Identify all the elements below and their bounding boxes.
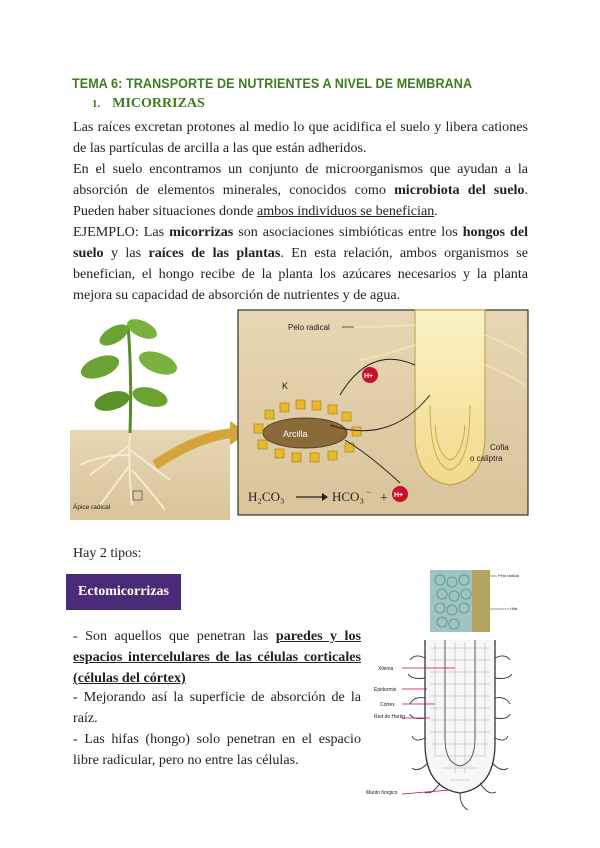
- equation-right: HCO₃: [332, 489, 364, 504]
- bold-term: hongos del suelo: [73, 224, 529, 261]
- paragraph-protones: [73, 117, 528, 159]
- root-section-diagram: [360, 568, 535, 813]
- fungal-mantle-band: [472, 570, 490, 632]
- inset-label-1: Pelo radical: [498, 573, 519, 578]
- list-text: - Son aquellos que penetran las: [73, 628, 276, 644]
- list-item: [73, 687, 361, 729]
- label-k: K: [282, 381, 289, 391]
- label-h-bottom: H+: [394, 492, 404, 499]
- underlined-term: ambos individuos se benefician: [256, 203, 435, 219]
- inset-label-2: Hifa: [510, 606, 518, 611]
- root-outline: [425, 640, 495, 793]
- list-text: - Las hifas (hongo) solo penetran en el espacio libre radicular, pero no entre las células.: [73, 731, 361, 768]
- root-soil-illustration: [70, 305, 530, 523]
- paragraph-text: . Pueden haber situaciones donde: [73, 182, 528, 219]
- paragraph-text: y las: [103, 245, 149, 261]
- label-red-hartig: Red de Hartig: [374, 714, 405, 720]
- document-title: TEMA 6: TRANSPORTE DE NUTRIENTES A NIVEL DE MEMBRANA: [72, 76, 473, 91]
- equation-charge: −: [366, 487, 372, 497]
- paragraph-text: son asociaciones simbióticas entre los: [233, 224, 463, 240]
- paragraph-text: EJEMPLO: Las: [73, 224, 170, 240]
- label-caliptra: o caliptra: [470, 454, 503, 463]
- label-pelo: Pelo radical: [288, 323, 330, 332]
- underlined-term: paredes y los espacios intercelulares de las células corticales (células del córtex): [73, 628, 361, 686]
- label-cortex: Córtex: [380, 702, 395, 708]
- paragraph-text: En el suelo encontramos un conjunto de microorganismos que ayudan a la absorción de elementos minerales, conocidos como: [73, 161, 528, 198]
- bold-term: micorrizas: [169, 224, 234, 240]
- section-title: MICORRIZAS: [112, 96, 205, 111]
- label-cofia: Cofia: [490, 443, 509, 452]
- paragraph-microbiota: [73, 159, 528, 222]
- label-h-top: H+: [364, 373, 374, 380]
- bold-term: raíces de las plantas: [148, 245, 281, 261]
- label-manto: Manto fúngico: [366, 790, 398, 796]
- list-item: [73, 626, 361, 689]
- inset-leader: [490, 576, 509, 609]
- paragraph-text: . En esta relación, ambos organismos se benefician, el hongo recibe de la planta los azúcares necesarios y la planta mejora su capacidad de absorción de nutrientes y de agua.: [73, 245, 528, 303]
- label-xilema: Xilema: [378, 666, 394, 672]
- list-item: [73, 729, 361, 771]
- paragraph-text: Las raíces excretan protones al medio lo que acidifica el suelo y libera cationes de las partículas de arcilla a las que están adheridos.: [73, 119, 528, 156]
- equation-left: H₂CO₃: [248, 489, 285, 504]
- tipos-text: Hay 2 tipos:: [73, 546, 142, 561]
- equation-plus: +: [380, 491, 388, 506]
- paragraph-text: .: [434, 203, 438, 219]
- label-arcilla: Arcilla: [283, 429, 308, 439]
- list-text: - Mejorando así la superficie de absorción de la raíz.: [73, 689, 361, 726]
- bold-term: microbiota del suelo: [394, 182, 525, 198]
- label-epidermis: Epidermis: [374, 687, 397, 693]
- section-heading: [92, 96, 205, 112]
- label-apice: Ápice radical: [73, 504, 111, 511]
- paragraph-ejemplo: [73, 222, 528, 306]
- ectomicorrizas-label: Ectomicorrizas: [66, 574, 181, 610]
- section-number: 1.: [92, 98, 101, 110]
